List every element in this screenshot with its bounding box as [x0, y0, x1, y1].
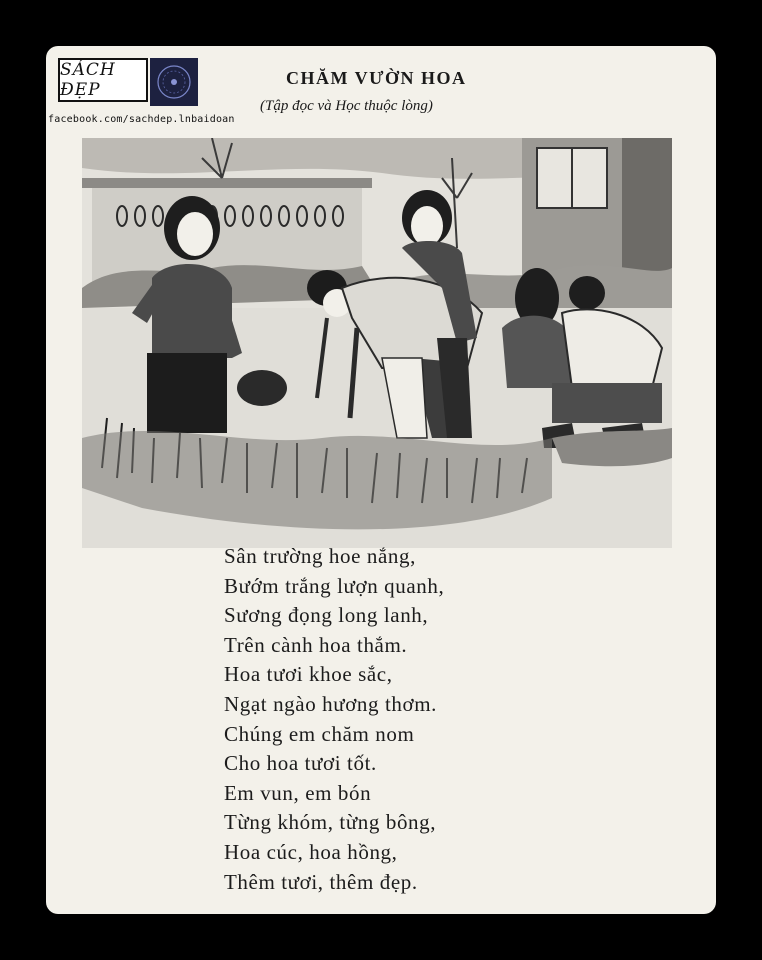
- poem-line: Hoa tươi khoe sắc,: [224, 662, 393, 687]
- logo-text: SÁCH ĐẸP: [60, 60, 116, 100]
- page-subtitle: (Tập đọc và Học thuộc lòng): [260, 98, 433, 114]
- poem-line: Ngạt ngào hương thơm.: [224, 691, 438, 716]
- poem-line: Bướm trắng lượn quanh,: [224, 573, 445, 598]
- poem-line: Thêm tươi, thêm đẹp.: [224, 869, 418, 894]
- poem-line: Từng khóm, từng bông,: [224, 810, 437, 835]
- poem-line: Em vun, em bón: [224, 780, 372, 805]
- seal-icon: [150, 58, 198, 106]
- children-gardening-illustration: [82, 138, 672, 548]
- brand-logo: [58, 58, 198, 106]
- poem: [224, 542, 444, 897]
- book-page: [46, 46, 716, 914]
- logo-text-box: [58, 58, 148, 102]
- poem-line: Cho hoa tươi tốt.: [224, 751, 377, 776]
- poem-line: Chúng em chăm nom: [224, 721, 415, 746]
- poem-line: Trên cành hoa thắm.: [224, 632, 408, 657]
- poem-line: Sân trường hoe nắng,: [224, 544, 416, 568]
- facebook-url: facebook.com/sachdep.lnbaidoan: [48, 114, 235, 125]
- poem-line: Hoa cúc, hoa hồng,: [224, 839, 398, 864]
- page-title: CHĂM VƯỜN HOA: [286, 68, 467, 88]
- poem-line: Sương đọng long lanh,: [224, 603, 429, 628]
